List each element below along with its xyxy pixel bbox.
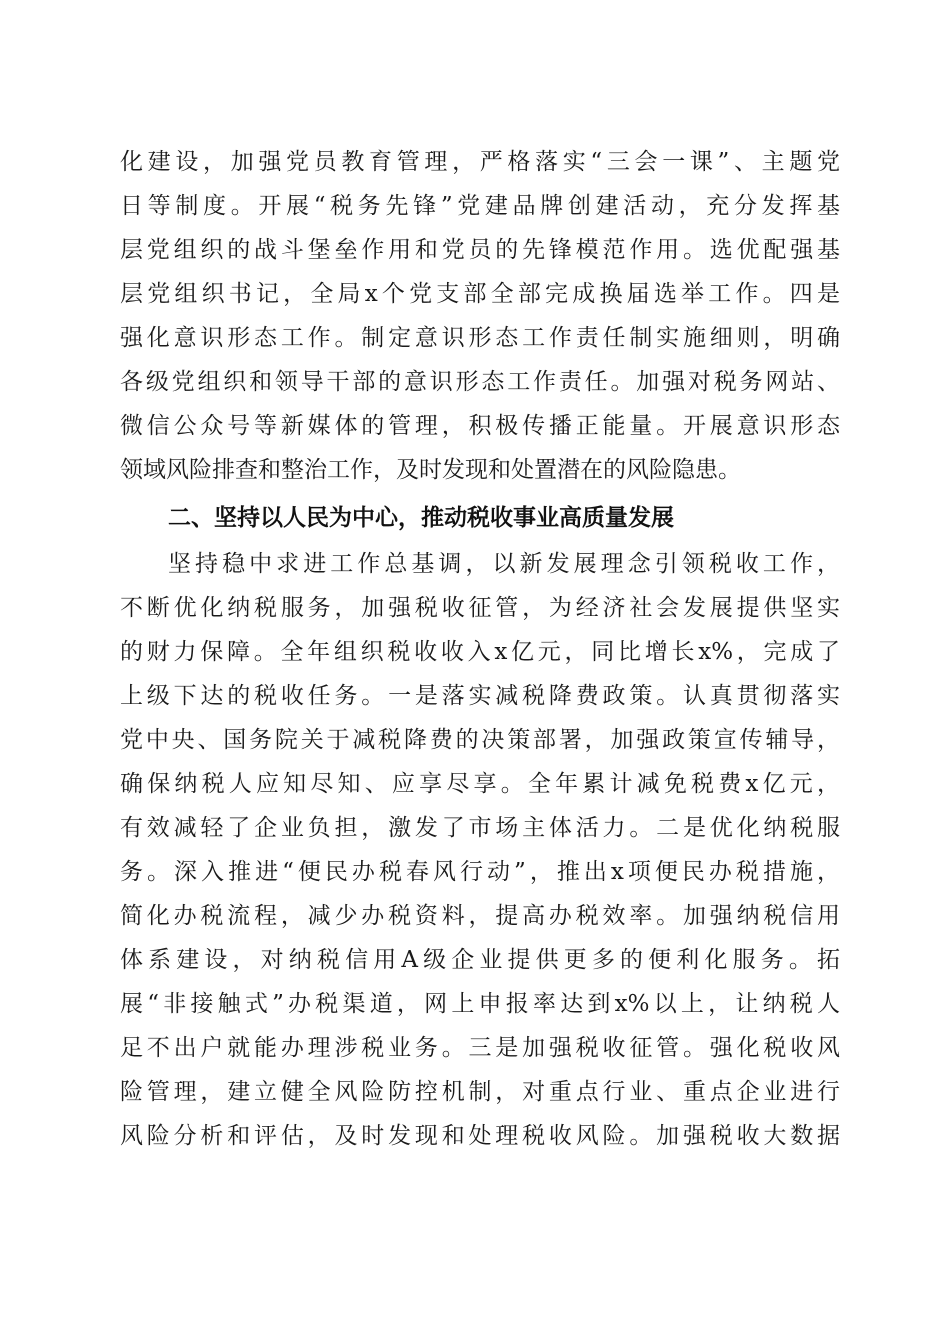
paragraph-line: 险管理，建立健全风险防控机制，对重点行业、重点企业进行 (120, 1079, 840, 1105)
paragraph-line: 化建设，加强党员教育管理，严格落实“三会一课”、主题党 (120, 149, 840, 175)
paragraph-line: 确保纳税人应知尽知、应享尽享。全年累计减免税费x亿元， (120, 771, 840, 797)
paragraph-line: 上级下达的税收任务。一是落实减税降费政策。认真贯彻落实 (120, 683, 840, 709)
paragraph-line: 展“非接触式”办税渠道，网上申报率达到x%以上，让纳税人 (120, 991, 840, 1017)
section-heading: 二、坚持以人民为中心，推动税收事业高质量发展 (168, 505, 674, 531)
paragraph-line: 风险分析和评估，及时发现和处理税收风险。加强税收大数据 (120, 1123, 840, 1149)
paragraph-line: 体系建设，对纳税信用A级企业提供更多的便利化服务。拓 (120, 947, 840, 973)
paragraph-line: 坚持稳中求进工作总基调，以新发展理念引领税收工作， (168, 551, 840, 577)
paragraph-line: 强化意识形态工作。制定意识形态工作责任制实施细则，明确 (120, 325, 840, 351)
paragraph-line: 的财力保障。全年组织税收收入x亿元，同比增长x%，完成了 (120, 639, 840, 665)
paragraph-line: 领域风险排查和整治工作，及时发现和处置潜在的风险隐患。 (120, 457, 741, 483)
paragraph-line: 微信公众号等新媒体的管理，积极传播正能量。开展意识形态 (120, 413, 840, 439)
paragraph-line: 务。深入推进“便民办税春风行动”，推出x项便民办税措施， (120, 859, 840, 885)
paragraph-line: 各级党组织和领导干部的意识形态工作责任。加强对税务网站、 (120, 369, 840, 395)
paragraph-line: 日等制度。开展“税务先锋”党建品牌创建活动，充分发挥基 (120, 193, 840, 219)
paragraph-line: 有效减轻了企业负担，激发了市场主体活力。二是优化纳税服 (120, 815, 840, 841)
paragraph-line: 足不出户就能办理涉税业务。三是加强税收征管。强化税收风 (120, 1035, 840, 1061)
paragraph-line: 层党组织书记，全局x个党支部全部完成换届选举工作。四是 (120, 281, 840, 307)
paragraph-line: 层党组织的战斗堡垒作用和党员的先锋模范作用。选优配强基 (120, 237, 840, 263)
paragraph-line: 党中央、国务院关于减税降费的决策部署，加强政策宣传辅导， (120, 727, 840, 753)
paragraph-line: 不断优化纳税服务，加强税收征管，为经济社会发展提供坚实 (120, 595, 840, 621)
paragraph-line: 简化办税流程，减少办税资料，提高办税效率。加强纳税信用 (120, 903, 840, 929)
